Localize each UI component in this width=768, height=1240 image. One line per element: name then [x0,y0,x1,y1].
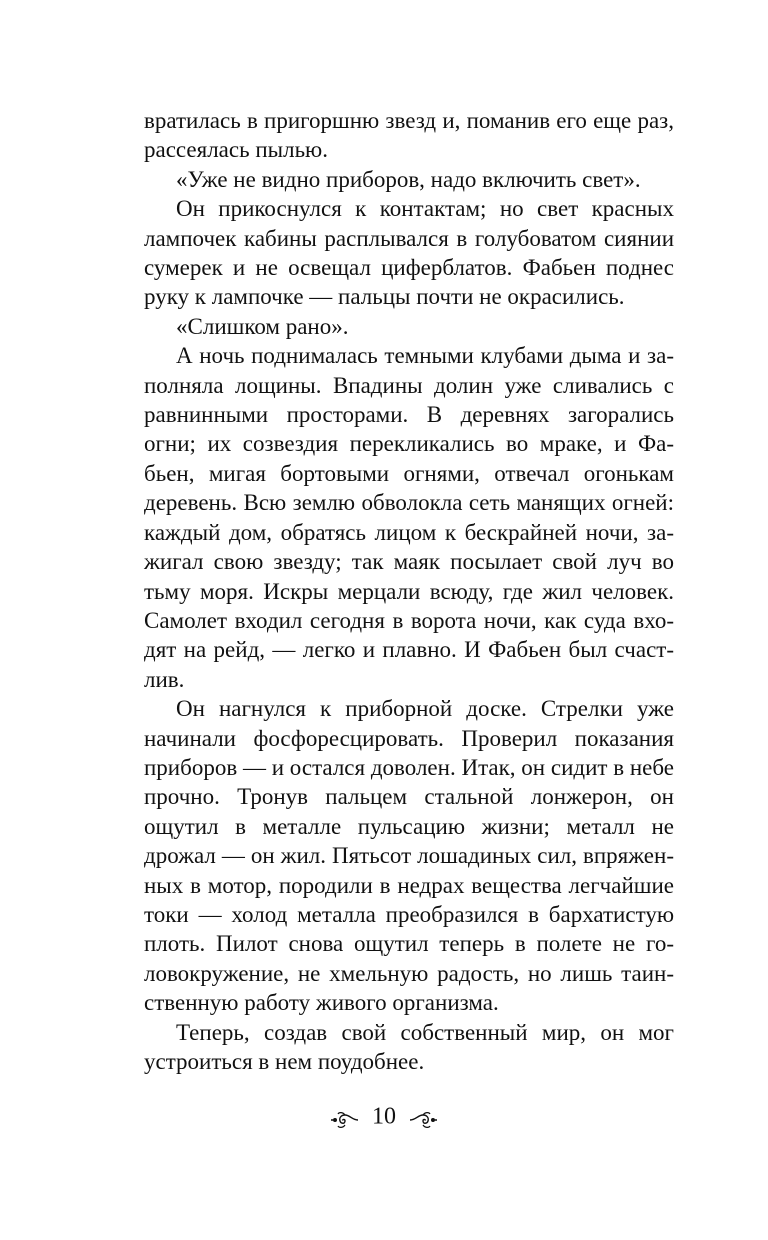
paragraph: «Уже не видно приборов, надо включить свет». [176,166,641,192]
fleuron-right-icon [408,1107,438,1125]
paragraph: «Слишком рано». [176,313,349,339]
paragraph: А ночь поднималась темными клубами дыма и заполняла лощины. Впадины долин уже сливались с равнинными просторами. В деревнях загорались огни; их созвездия перекликались во мраке, и Фабьен, мигая бортовыми огнями, отвечал огонькам деревень. Всю землю обволокла сеть манящих огней: каждый дом, обратясь лицом к бескрайней ночи, зажигал свою звезду; так маяк посылает свой луч во тьму моря. Искры мерцали всюду, где жил человек. Самолет входил сегодня в ворота ночи, как суда входят на рейд, — легко и плавно. И Фабьен был счастлив. [144,343,674,692]
page-footer [0,1100,768,1131]
paragraph-continued: вратилась в пригоршню звезд и, поманив его еще раз, рассеялась пылью. [144,108,674,163]
body-text [144,106,674,1076]
paragraph: Он прикоснулся к контактам; но свет красных лампочек кабины расплывался в голубоватом сиянии сумерек и не освещал циферблатов. Фабьен поднес руку к лампочке — пальцы почти не окрасились. [144,196,674,310]
paragraph: Теперь, создав свой собственный мир, он мог устроиться в нем поудобнее. [144,1019,674,1074]
page-number: 10 [372,1103,396,1130]
fleuron-left-icon [330,1107,360,1125]
paragraph: Он нагнулся к приборной доске. Стрелки уже начинали фосфоресцировать. Проверил показания приборов — и остался доволен. Итак, он сидит в небе прочно. Тронув пальцем стальной лонжерон, он ощутил в металле пульсацию жизни; металл не дрожал — он жил. Пятьсот лошадиных сил, впряженных в мотор, породили в недрах вещества легчайшие токи — холод металла преобразился в бархатистую плоть. Пилот снова ощутил теперь в полете не головокружение, не хмельную радость, но лишь таинственную работу живого организма. [144,696,674,1016]
